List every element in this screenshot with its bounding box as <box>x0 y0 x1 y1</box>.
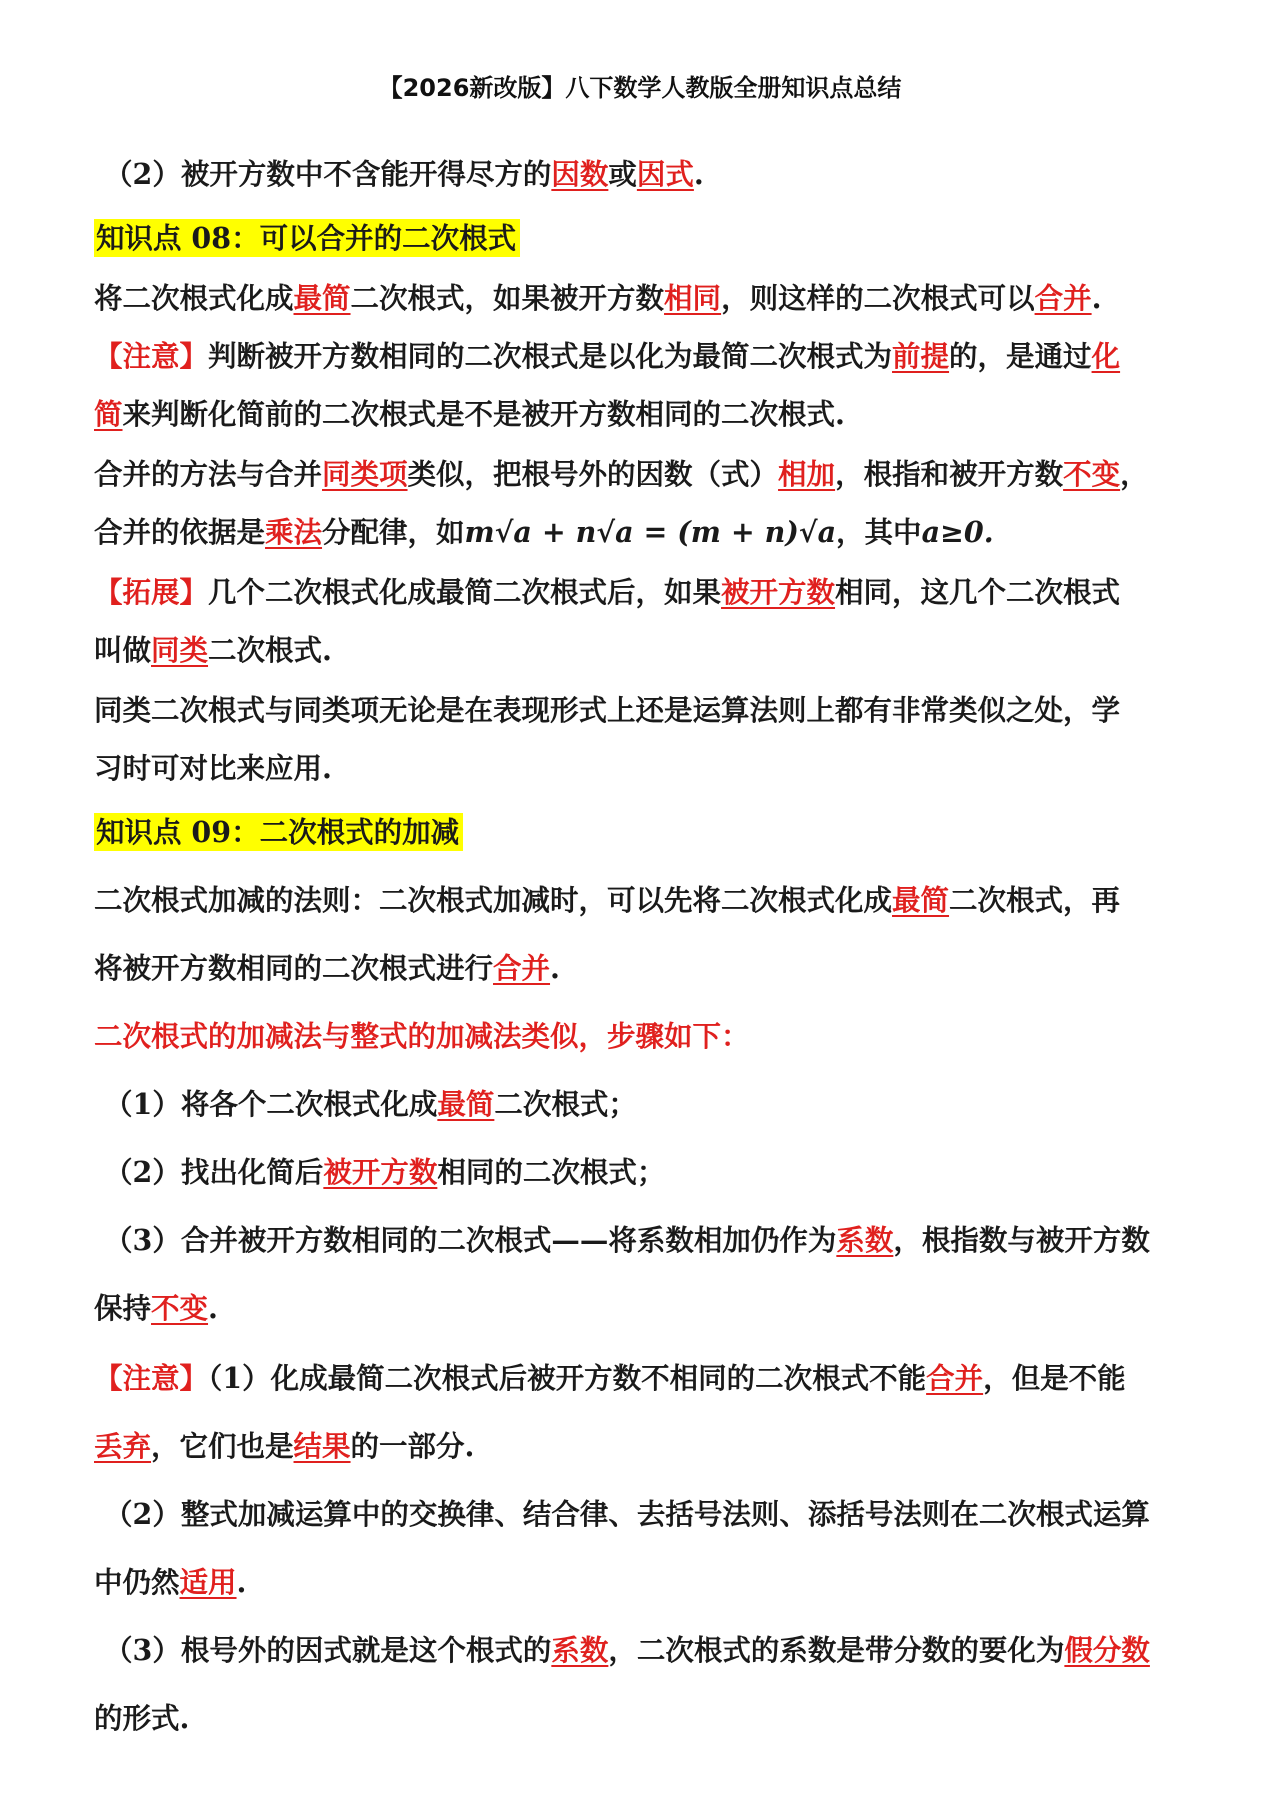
text-line: 同类二次根式与同类项无论是在表现形式上还是运算法则上都有非常类似之处，学 <box>94 693 1121 727</box>
math-condition: a≥0. <box>921 515 994 549</box>
answer-fill: 简 <box>94 397 123 431</box>
highlighted-heading: 知识点 09：二次根式的加减 <box>94 813 463 851</box>
text-span: . <box>208 1291 218 1325</box>
answer-fill: 适用 <box>179 1565 237 1599</box>
text-line <box>94 392 1204 436</box>
text-span: ，则这样的二次根式可以 <box>721 281 1035 315</box>
text-span: 叫做 <box>94 633 152 667</box>
text-span: . <box>693 157 704 191</box>
answer-fill: 合并 <box>926 1361 984 1395</box>
answer-fill: 合并 <box>493 951 551 985</box>
text-span: 将二次根式化成 <box>94 281 294 315</box>
answer-fill: 系数 <box>836 1223 894 1257</box>
answer-fill: 同类项 <box>322 457 408 491</box>
text-span: 判断被开方数相同的二次根式是以化为最简二次根式为 <box>208 339 893 373</box>
answer-fill: 最简 <box>437 1087 495 1121</box>
text-line <box>94 628 1204 672</box>
text-span: 来判断化简前的二次根式是不是被开方数相同的二次根式. <box>122 397 845 431</box>
answer-fill: 因式 <box>636 157 694 191</box>
step-1 <box>104 1082 1214 1126</box>
text-span: ，其中 <box>836 515 922 549</box>
extension-label: 【拓展】 <box>94 575 209 609</box>
text-span: 二次根式，再 <box>949 883 1121 917</box>
text-line <box>94 1356 1204 1400</box>
note-label: 【注意】 <box>94 339 209 373</box>
text-span: （2）被开方数中不含能开得尽方的 <box>104 157 552 191</box>
text-span: 几个二次根式化成最简二次根式后，如果 <box>208 575 722 609</box>
answer-fill: 不变 <box>151 1291 209 1325</box>
text-span: 类似，把根号外的因数（式） <box>407 457 779 491</box>
text-span: 将被开方数相同的二次根式进行 <box>94 951 494 985</box>
text-line <box>94 276 1204 320</box>
answer-fill: 系数 <box>551 1633 609 1667</box>
text-line <box>104 152 1214 196</box>
text-line <box>94 878 1204 922</box>
steps-intro: 二次根式的加减法与整式的加减法类似，步骤如下： <box>94 1019 750 1053</box>
answer-fill: 被开方数 <box>721 575 836 609</box>
text-span: 相同，这几个二次根式 <box>835 575 1121 609</box>
text-span: 的一部分. <box>350 1429 475 1463</box>
step-3 <box>104 1218 1214 1262</box>
answer-fill: 假分数 <box>1064 1633 1150 1667</box>
section-heading-08 <box>94 216 1204 260</box>
text-span: ，二次根式的系数是带分数的要化为 <box>608 1633 1065 1667</box>
text-line <box>94 570 1204 614</box>
text-line <box>94 334 1204 378</box>
text-span: ， <box>1120 457 1149 491</box>
text-span: 合并的依据是 <box>94 515 266 549</box>
text-span: 分配律，如 <box>322 515 465 549</box>
text-span: （1）将各个二次根式化成 <box>104 1087 438 1121</box>
answer-fill: 最简 <box>892 883 950 917</box>
text-line <box>94 1424 1204 1468</box>
section-heading-09 <box>94 810 1204 854</box>
text-span: 或 <box>608 157 637 191</box>
text-span: ，但是不能 <box>983 1361 1126 1395</box>
text-span: 二次根式. <box>208 633 332 667</box>
answer-fill: 丢弃 <box>94 1429 152 1463</box>
text-span: （2）找出化简后 <box>104 1155 324 1189</box>
text-span: . <box>1091 281 1102 315</box>
text-span: . <box>550 951 560 985</box>
answer-fill: 化 <box>1091 339 1121 373</box>
page-title: 【2026新改版】八下数学人教版全册知识点总结 <box>378 74 902 102</box>
text-span: 二次根式加减的法则：二次根式加减时，可以先将二次根式化成 <box>94 883 893 917</box>
text-span: ，根指和被开方数 <box>835 457 1064 491</box>
text-span: . <box>236 1565 247 1599</box>
text-span: ，它们也是 <box>151 1429 294 1463</box>
answer-fill: 不变 <box>1063 457 1121 491</box>
text-span: 相同的二次根式； <box>437 1155 666 1189</box>
text-span: 保持 <box>94 1291 152 1325</box>
answer-fill: 结果 <box>293 1429 351 1463</box>
math-formula: m√a + n√a = (m + n)√a <box>464 515 837 549</box>
answer-fill: 同类 <box>151 633 209 667</box>
text-line <box>94 452 1204 496</box>
text-span: 合并的方法与合并 <box>94 457 323 491</box>
answer-fill: 合并 <box>1034 281 1092 315</box>
text-line <box>94 946 1204 990</box>
text-line <box>104 1628 1214 1672</box>
text-span: 二次根式，如果被开方数 <box>350 281 665 315</box>
text-span: 中仍然 <box>94 1565 180 1599</box>
text-line <box>94 1286 1204 1330</box>
answer-fill: 相同 <box>664 281 722 315</box>
text-span: （3）根号外的因式就是这个根式的 <box>104 1633 552 1667</box>
answer-fill: 被开方数 <box>323 1155 438 1189</box>
note-label: 【注意】 <box>94 1361 209 1395</box>
answer-fill: 最简 <box>293 281 351 315</box>
answer-fill: 乘法 <box>265 515 323 549</box>
answer-fill: 因数 <box>551 157 609 191</box>
text-span: （2）整式加减运算中的交换律、结合律、去括号法则、添括号法则在二次根式运算 <box>104 1497 1150 1531</box>
text-line: 的形式. <box>94 1701 190 1735</box>
text-span: （3）合并被开方数相同的二次根式——将系数相加仍作为 <box>104 1223 837 1257</box>
text-span: 二次根式； <box>494 1087 637 1121</box>
text-line <box>104 1492 1214 1536</box>
answer-fill: 相加 <box>778 457 836 491</box>
text-span: 的，是通过 <box>949 339 1092 373</box>
text-line <box>94 510 1204 554</box>
text-line <box>94 1560 1204 1604</box>
text-line: 习时可对比来应用. <box>94 751 332 785</box>
answer-fill: 前提 <box>892 339 950 373</box>
text-span: （1）化成最简二次根式后被开方数不相同的二次根式不能 <box>208 1361 927 1395</box>
highlighted-heading: 知识点 08：可以合并的二次根式 <box>94 219 520 257</box>
step-2 <box>104 1150 1214 1194</box>
text-span: ，根指数与被开方数 <box>893 1223 1150 1257</box>
